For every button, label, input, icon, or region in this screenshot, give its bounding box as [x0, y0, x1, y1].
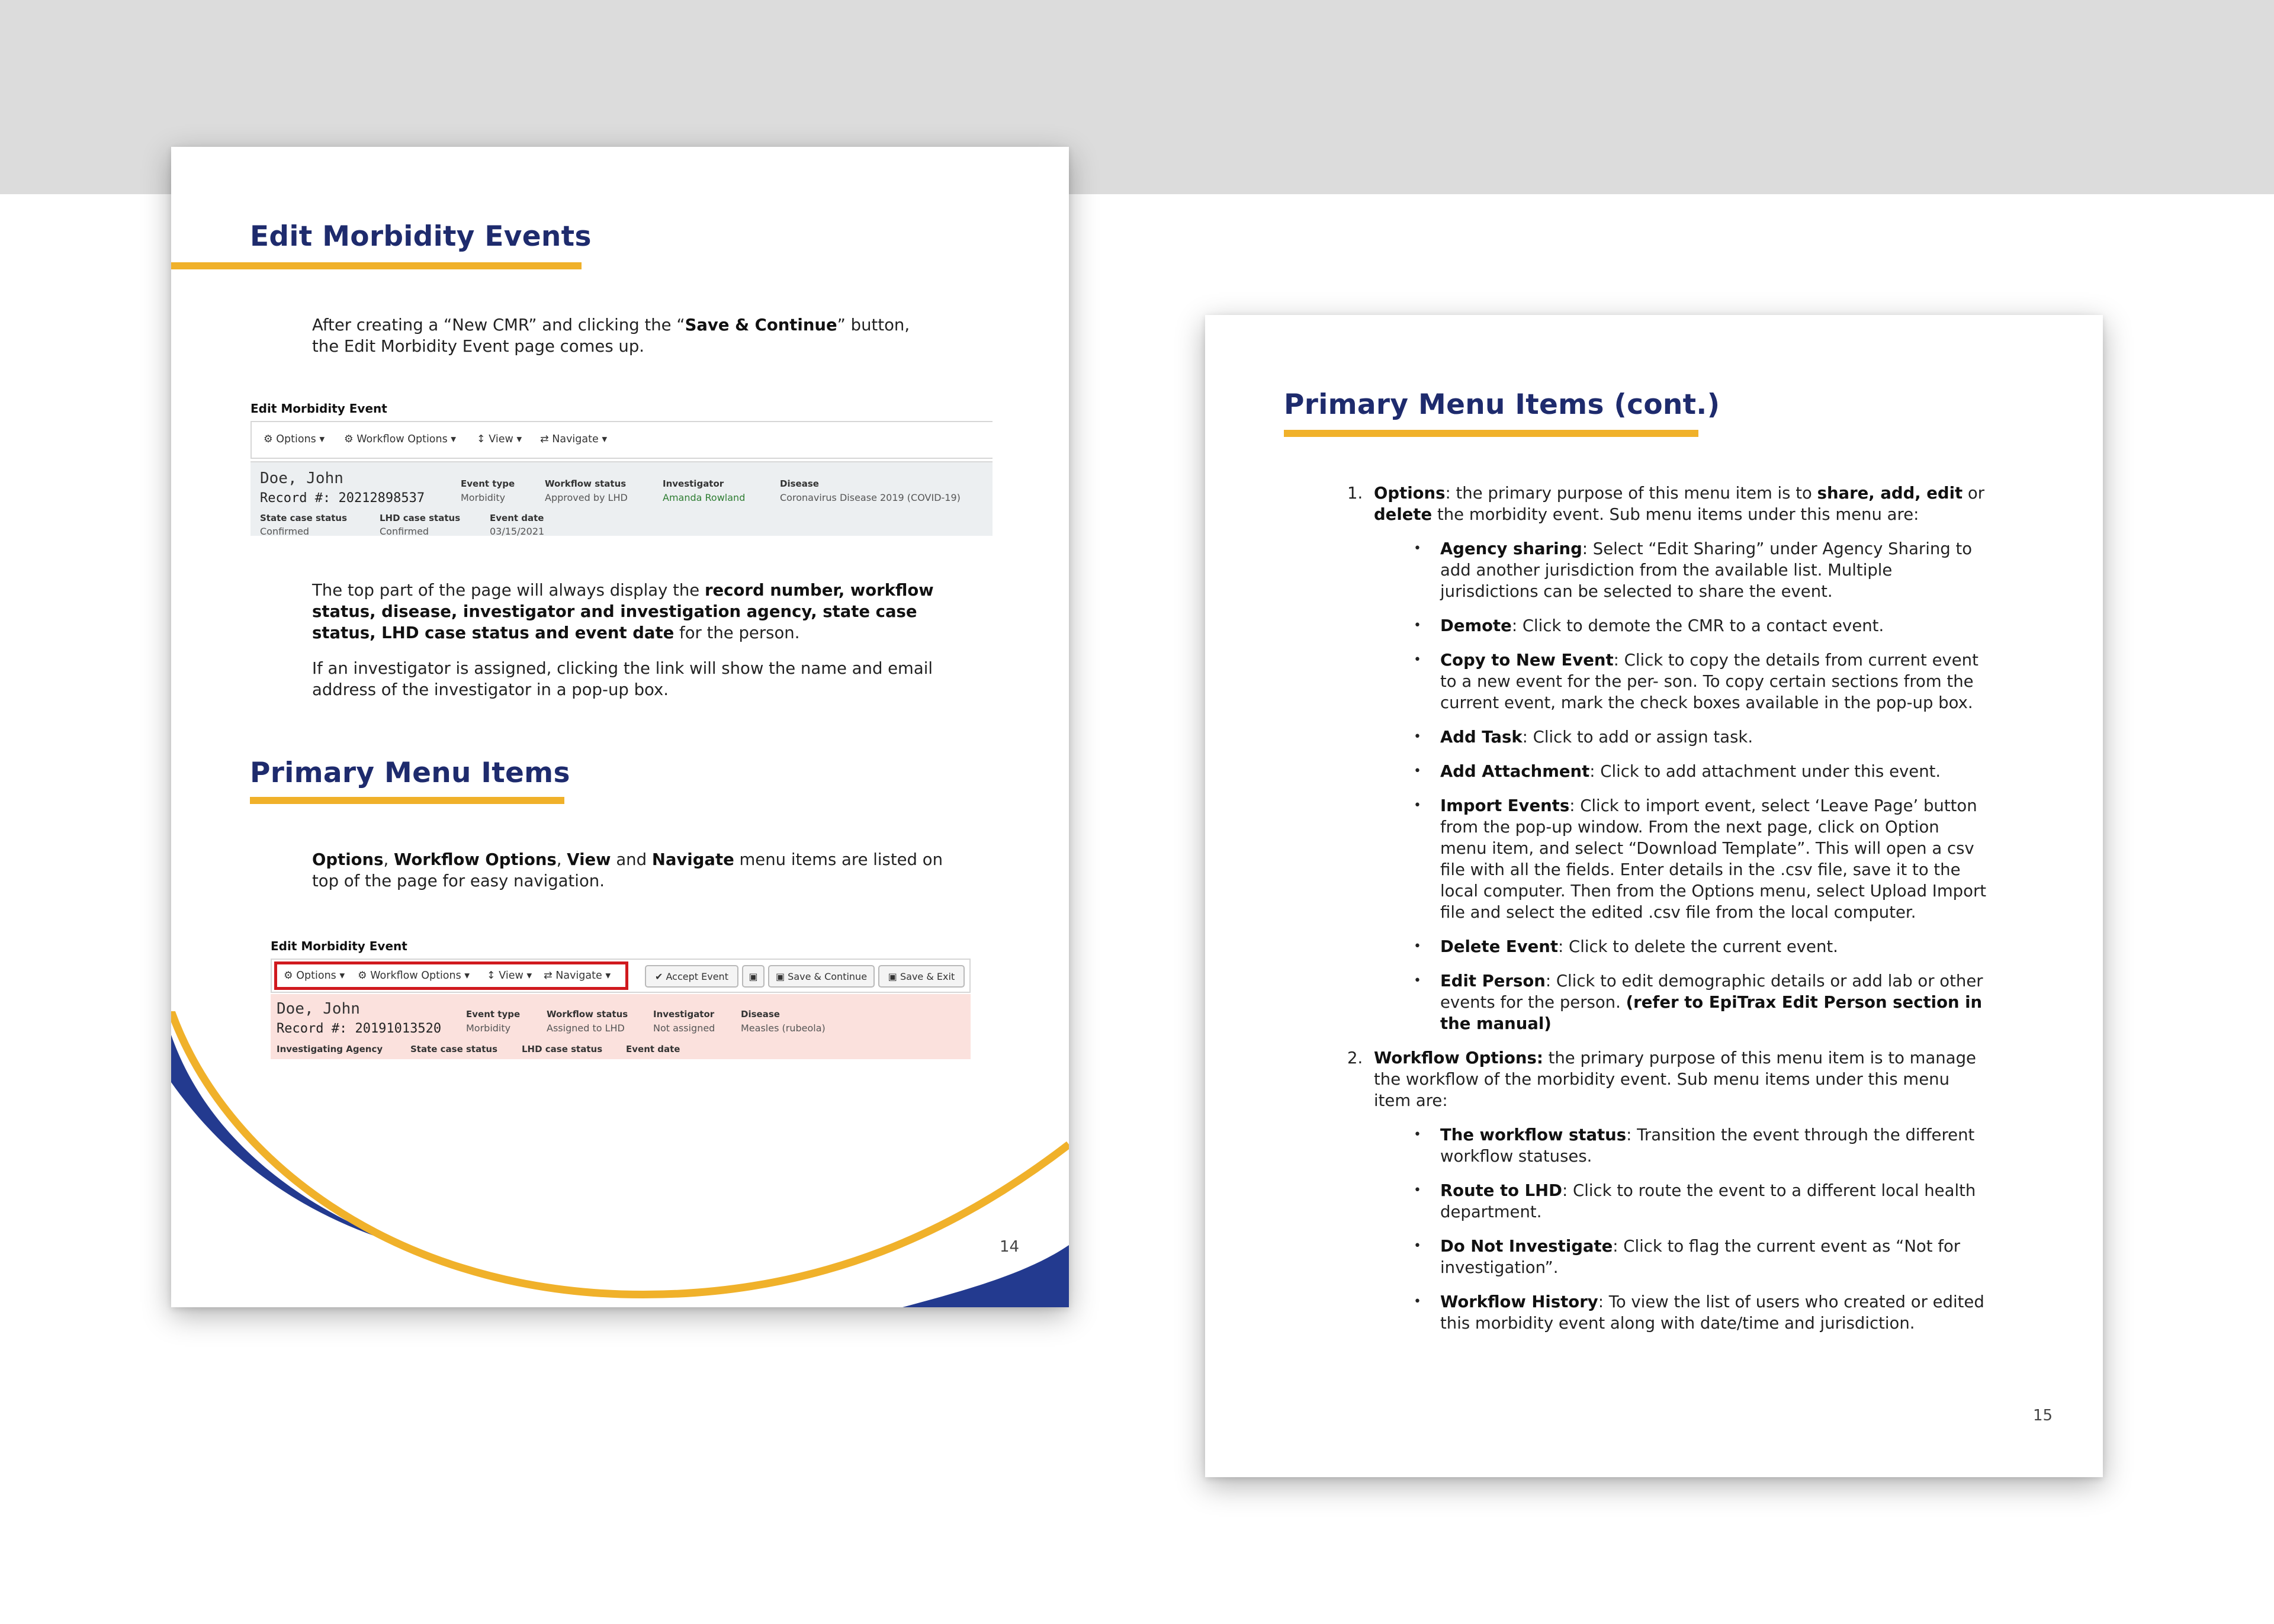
- top-part-paragraph: The top part of the page will always display the record number, workflow status, disease, investigator and investigation agency, state case status, LHD case status and event date for the person.: [312, 581, 934, 642]
- investigator-label: Investigator: [663, 478, 724, 489]
- disease-value: Measles (rubeola): [741, 1022, 826, 1034]
- investigator-link[interactable]: Amanda Rowland: [663, 492, 746, 503]
- bullet-workflow-status: • The workflow status: Transition the event through the different workflow statuses.: [1414, 1125, 1975, 1166]
- updown-icon: ↕: [487, 970, 496, 982]
- heading-primary-menu-items-cont: Primary Menu Items (cont.): [1284, 388, 1720, 421]
- gear-icon: ⚙: [344, 433, 354, 445]
- bullet-add-attachment: • Add Attachment: Click to add attachment under this event.: [1414, 762, 1941, 781]
- list-item-options: 1. Options: the primary purpose of this menu item is to share, add, edit or delete the morbidity event. Sub menu items under this menu are: • Agency sharing: Select “Edit Sharing” under Agency Sharing to add another jurisdiction from the available list. Multiple jurisdictions can be selected to share the event. • Demote: Click to demote the CMR to a contact event. • Copy to New Event: Click to copy the details from current event to a new event for the per- son. To copy certain sections from the current event, mark the check boxes available in the pop-up box. • Add Task: Click to add or assign task. • Add Attachment: Click to add attachment under this event. • Import Events: Click to import event, select ‘Leave Page’ button from the pop-up window. From the next page, click on Option menu item, and select “Download Template”. This will open a csv file with all the fields. Enter details in the .csv file, save it to the local computer. Then from the Options menu, select Upload Import file and select the edited .csv file from the local computer. • Delete Event: Click to delete the current event. • Edit Person: Click to edit demographic details or add lab or other events for the person. (refer to EpiTrax Edit Person section in the manual): [1347, 484, 1987, 1033]
- screenshot-title: Edit Morbidity Event: [250, 401, 387, 416]
- gear-icon: ⚙: [284, 970, 293, 982]
- screenshot2-event-header: [271, 994, 971, 1059]
- printer-icon: ▣: [749, 970, 758, 982]
- workflow-status-value: Approved by LHD: [545, 492, 628, 503]
- gear-icon: ⚙: [358, 970, 367, 982]
- menu-navigate[interactable]: ⇄ Navigate ▾: [540, 433, 608, 445]
- state-case-status-value: Confirmed: [260, 526, 310, 536]
- options-sub-list: [1374, 538, 1987, 1034]
- bullet-workflow-history: • Workflow History: To view the list of users who created or edited this morbidity event along with date/time and jurisdiction.: [1414, 1292, 1984, 1333]
- bullet-demote: • Demote: Click to demote the CMR to a contact event.: [1414, 616, 1884, 635]
- menu-workflow-options[interactable]: ⚙ Workflow Options ▾: [344, 433, 457, 445]
- intro-paragraph: [312, 314, 928, 357]
- accept-event-button[interactable]: ✔ Accept Event: [645, 965, 738, 988]
- page-14: [171, 147, 1069, 1307]
- investigating-agency-label: Investigating Agency: [277, 1044, 383, 1054]
- disease-label: Disease: [780, 478, 819, 489]
- event-type-label: Event type: [461, 478, 515, 489]
- bullet-route-to-lhd: • Route to LHD: Click to route the event to a different local health department.: [1414, 1181, 1976, 1221]
- screenshot-menubar: [250, 421, 993, 459]
- heading-edit-morbidity-events: Edit Morbidity Events: [250, 220, 592, 253]
- workflow-sub-list: [1374, 1124, 1987, 1334]
- record-number: Record #: 20191013520: [277, 1021, 442, 1036]
- disease-value: Coronavirus Disease 2019 (COVID-19): [780, 492, 961, 503]
- person-name[interactable]: Doe, John: [277, 1000, 360, 1018]
- intro-text-1: After creating a “New CMR” and clicking the “: [312, 316, 685, 335]
- intro-text-2: ” button, the Edit Morbidity Event page comes up.: [312, 316, 910, 356]
- print-button[interactable]: [742, 965, 765, 988]
- screenshot2-title: Edit Morbidity Event: [271, 939, 407, 953]
- menu-workflow-options[interactable]: ⚙ Workflow Options ▾: [358, 970, 470, 982]
- heading-underline: [1284, 430, 1698, 437]
- bullet-edit-person: • Edit Person: Click to edit demographic details or add lab or other events for the person. (refer to EpiTrax Edit Person section in the manual): [1414, 972, 1983, 1033]
- list-item-workflow-options: 2. Workflow Options: the primary purpose of this menu item is to manage the workflow of the morbidity event. Sub menu items under this menu item are: • The workflow status: Transition the event through the different workflow statuses. • Route to LHD: Click to route the event to a different local health department. • Do Not Investigate: Click to flag the current event as “Not for investigation”. • Workflow History: To view the list of users who created or edited this morbidity event along with date/time and jurisdiction.: [1347, 1047, 1987, 1334]
- screenshot-event-header: [250, 461, 993, 536]
- save-continue-button[interactable]: ▣ Save & Continue: [768, 965, 875, 988]
- event-type-value: Morbidity: [461, 492, 506, 503]
- event-date-label: Event date: [626, 1044, 680, 1054]
- lhd-case-status-value: Confirmed: [380, 526, 429, 536]
- workflow-status-value: Assigned to LHD: [547, 1022, 625, 1034]
- save-icon: ▣: [775, 970, 785, 982]
- menu-options[interactable]: ⚙ Options ▾: [284, 970, 345, 982]
- screenshot2-toolbar: [271, 959, 971, 993]
- check-icon: ✔: [655, 970, 663, 982]
- menu-view[interactable]: ↕ View ▾: [487, 970, 532, 982]
- investigator-label: Investigator: [653, 1009, 715, 1020]
- investigator-paragraph: If an investigator is assigned, clicking the link will show the name and email address of the investigator in a pop-up box.: [312, 659, 933, 699]
- save-icon: ▣: [888, 970, 897, 982]
- numbered-list: [1347, 483, 1987, 1347]
- page-number: 14: [1000, 1238, 1020, 1256]
- bullet-import-events: • Import Events: Click to import event, select ‘Leave Page’ button from the pop-up window. From the next page, click on Option menu item, and select “Download Template”. This will open a csv file with all the fields. Enter details in the .csv file, save it to the local computer. Then from the Options menu, select Upload Import file and select the edited .csv file from the local computer.: [1414, 796, 1987, 922]
- workflow-status-label: Workflow status: [545, 478, 627, 489]
- disease-label: Disease: [741, 1009, 780, 1020]
- bullet-do-not-investigate: • Do Not Investigate: Click to flag the current event as “Not for investigation”.: [1414, 1237, 1961, 1277]
- event-type-label: Event type: [466, 1009, 521, 1020]
- page-15: [1205, 315, 2103, 1477]
- menu-options[interactable]: ⚙ Options ▾: [264, 433, 325, 445]
- record-number: Record #: 20212898537: [260, 491, 425, 506]
- bullet-delete-event: • Delete Event: Click to delete the current event.: [1414, 937, 1838, 956]
- updown-icon: ↕: [477, 433, 486, 445]
- arrows-icon: ⇄: [540, 433, 549, 445]
- menu-items-paragraph: Options, Workflow Options, View and Navigate menu items are listed on top of the page for easy navigation.: [312, 850, 943, 890]
- bullet-agency-sharing: • Agency sharing: Select “Edit Sharing” under Agency Sharing to add another jurisdiction from the available list. Multiple jurisdictions can be selected to share the event.: [1414, 539, 1973, 601]
- heading-underline: [171, 262, 582, 269]
- person-name[interactable]: Doe, John: [260, 469, 343, 487]
- lhd-case-status-label: LHD case status: [522, 1044, 603, 1054]
- arrows-icon: ⇄: [544, 970, 553, 982]
- workflow-status-label: Workflow status: [547, 1009, 628, 1020]
- gear-icon: ⚙: [264, 433, 273, 445]
- state-case-status-label: State case status: [410, 1044, 497, 1054]
- lhd-case-status-label: LHD case status: [380, 513, 461, 523]
- state-case-status-label: State case status: [260, 513, 347, 523]
- heading-primary-menu-items: Primary Menu Items: [250, 757, 570, 789]
- event-date-value: 03/15/2021: [490, 526, 545, 536]
- intro-bold-save-continue: Save & Continue: [685, 316, 837, 335]
- page-number: 15: [2033, 1407, 2053, 1424]
- bullet-add-task: • Add Task: Click to add or assign task.: [1414, 728, 1753, 747]
- save-exit-button[interactable]: ▣ Save & Exit: [878, 965, 965, 988]
- event-type-value: Morbidity: [466, 1022, 511, 1034]
- heading-underline: [250, 797, 564, 804]
- menu-navigate[interactable]: ⇄ Navigate ▾: [544, 970, 611, 982]
- bullet-copy-to-new-event: • Copy to New Event: Click to copy the details from current event to a new event for the per- son. To copy certain sections from the current event, mark the check boxes available in the pop-up box.: [1414, 651, 1978, 712]
- investigator-value: Not assigned: [653, 1022, 715, 1034]
- event-date-label: Event date: [490, 513, 544, 523]
- menu-view[interactable]: ↕ View ▾: [477, 433, 522, 445]
